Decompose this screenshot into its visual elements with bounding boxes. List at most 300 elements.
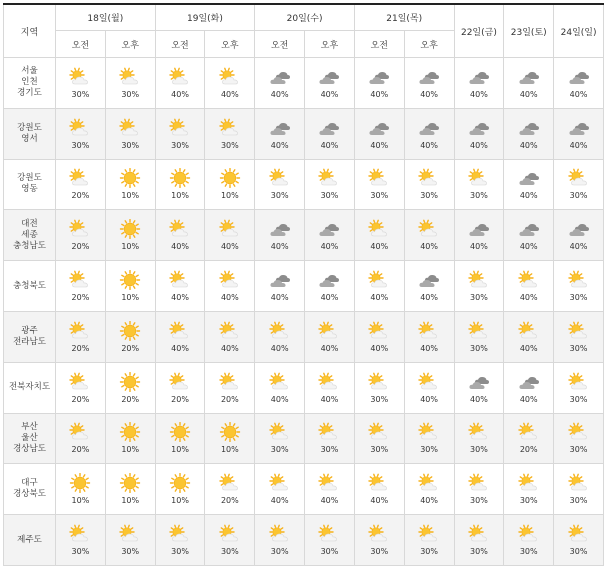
precipitation-probability: 30%	[569, 394, 588, 404]
precipitation-probability: 30%	[370, 191, 389, 201]
precipitation-probability: 10%	[121, 293, 140, 303]
partly-cloudy-icon	[568, 422, 590, 442]
precipitation-probability: 20%	[71, 445, 90, 455]
precipitation-probability: 40%	[420, 394, 438, 404]
precipitation-probability: 30%	[71, 547, 90, 557]
forecast-cell	[255, 464, 305, 515]
region-name-line: 강원도	[17, 122, 42, 133]
precipitation-probability: 30%	[220, 547, 239, 557]
precipitation-probability: 40%	[270, 140, 289, 150]
forecast-cell	[205, 413, 255, 464]
sunny-icon	[119, 321, 141, 341]
cloudy-icon	[269, 219, 291, 239]
cloudy-icon	[568, 118, 590, 138]
region-cell	[4, 58, 56, 109]
partly-cloudy-icon	[69, 422, 91, 442]
forecast-cell	[205, 515, 255, 566]
table-row	[4, 362, 604, 413]
precipitation-probability: 40%	[519, 343, 538, 353]
partly-cloudy-icon	[568, 524, 590, 544]
precipitation-probability: 40%	[519, 89, 538, 99]
precipitation-probability: 30%	[569, 445, 588, 455]
partly-cloudy-icon	[518, 270, 540, 290]
forecast-cell	[554, 159, 604, 210]
precipitation-probability: 30%	[420, 191, 438, 201]
forecast-cell	[155, 261, 205, 312]
forecast-cell	[105, 515, 155, 566]
region-cell	[4, 159, 56, 210]
day-header-24: 24일(일)	[554, 4, 604, 58]
forecast-cell	[205, 261, 255, 312]
precipitation-probability: 40%	[320, 293, 339, 303]
weather-forecast-table	[3, 3, 604, 566]
forecast-cell	[354, 108, 404, 159]
cloudy-icon	[269, 67, 291, 87]
forecast-cell	[305, 311, 355, 362]
partly-cloudy-icon	[568, 321, 590, 341]
partly-cloudy-icon	[318, 524, 340, 544]
partly-cloudy-icon	[368, 270, 390, 290]
precipitation-probability: 30%	[470, 496, 488, 506]
region-name-line: 충청북도	[13, 280, 46, 291]
sunny-icon	[119, 422, 141, 442]
precipitation-probability: 40%	[370, 293, 389, 303]
forecast-cell	[56, 311, 106, 362]
forecast-cell	[255, 159, 305, 210]
partly-cloudy-icon	[69, 321, 91, 341]
cloudy-icon	[418, 67, 440, 87]
forecast-cell	[255, 413, 305, 464]
forecast-cell	[354, 515, 404, 566]
precipitation-probability: 10%	[121, 445, 140, 455]
partly-cloudy-icon	[219, 372, 241, 392]
day-header-23: 23일(토)	[504, 4, 554, 58]
forecast-cell	[404, 413, 454, 464]
partly-cloudy-icon	[269, 321, 291, 341]
table-row	[4, 108, 604, 159]
forecast-cell	[255, 515, 305, 566]
forecast-cell	[554, 210, 604, 261]
region-name-line: 경기도	[17, 88, 42, 99]
partly-cloudy-icon	[418, 168, 440, 188]
forecast-cell	[354, 261, 404, 312]
forecast-cell	[305, 464, 355, 515]
precipitation-probability: 40%	[370, 343, 389, 353]
table-row	[4, 159, 604, 210]
partly-cloudy-icon	[418, 473, 440, 493]
cloudy-icon	[418, 118, 440, 138]
precipitation-probability: 30%	[569, 293, 588, 303]
precipitation-probability: 30%	[220, 140, 239, 150]
forecast-cell	[554, 362, 604, 413]
partly-cloudy-icon	[518, 524, 540, 544]
sunny-icon	[119, 168, 141, 188]
sunny-icon	[119, 270, 141, 290]
precipitation-probability: 40%	[320, 394, 339, 404]
forecast-cell	[255, 58, 305, 109]
partly-cloudy-icon	[69, 168, 91, 188]
precipitation-probability: 40%	[320, 343, 339, 353]
precipitation-probability: 10%	[220, 445, 239, 455]
partly-cloudy-icon	[169, 321, 191, 341]
cloudy-icon	[568, 67, 590, 87]
precipitation-probability: 40%	[270, 496, 289, 506]
precipitation-probability: 30%	[470, 191, 488, 201]
forecast-cell	[354, 58, 404, 109]
forecast-cell	[305, 108, 355, 159]
table-row	[4, 515, 604, 566]
forecast-cell	[554, 58, 604, 109]
partly-cloudy-icon	[368, 219, 390, 239]
precipitation-probability: 30%	[519, 496, 538, 506]
forecast-cell	[354, 210, 404, 261]
cloudy-icon	[368, 118, 390, 138]
precipitation-probability: 40%	[519, 242, 538, 252]
partly-cloudy-icon	[169, 372, 191, 392]
precipitation-probability: 30%	[470, 343, 488, 353]
partly-cloudy-icon	[368, 422, 390, 442]
cloudy-icon	[269, 270, 291, 290]
cloudy-icon	[368, 67, 390, 87]
precipitation-probability: 30%	[270, 191, 289, 201]
precipitation-probability: 30%	[121, 547, 140, 557]
am-header: 오전	[255, 31, 305, 58]
partly-cloudy-icon	[368, 473, 390, 493]
forecast-cell	[105, 311, 155, 362]
forecast-cell	[454, 159, 504, 210]
sunny-icon	[169, 473, 191, 493]
partly-cloudy-icon	[568, 473, 590, 493]
region-name-line: 부산	[21, 421, 38, 432]
precipitation-probability: 10%	[171, 445, 189, 455]
forecast-cell	[404, 515, 454, 566]
precipitation-probability: 40%	[320, 140, 339, 150]
region-cell	[4, 515, 56, 566]
precipitation-probability: 40%	[420, 242, 438, 252]
precipitation-probability: 40%	[370, 242, 389, 252]
forecast-cell	[504, 58, 554, 109]
forecast-cell	[305, 159, 355, 210]
forecast-cell	[454, 413, 504, 464]
sunny-icon	[169, 422, 191, 442]
precipitation-probability: 40%	[270, 394, 289, 404]
forecast-cell	[404, 464, 454, 515]
precipitation-probability: 30%	[320, 547, 339, 557]
day-header-22: 22일(금)	[454, 4, 504, 58]
cloudy-icon	[568, 219, 590, 239]
forecast-cell	[105, 413, 155, 464]
table-row	[4, 311, 604, 362]
partly-cloudy-icon	[318, 372, 340, 392]
forecast-cell	[155, 58, 205, 109]
partly-cloudy-icon	[318, 168, 340, 188]
forecast-cell	[504, 515, 554, 566]
cloudy-icon	[418, 270, 440, 290]
partly-cloudy-icon	[69, 524, 91, 544]
partly-cloudy-icon	[269, 422, 291, 442]
forecast-cell	[155, 515, 205, 566]
partly-cloudy-icon	[468, 473, 490, 493]
cloudy-icon	[518, 219, 540, 239]
forecast-cell	[205, 464, 255, 515]
forecast-cell	[105, 210, 155, 261]
precipitation-probability: 40%	[220, 242, 239, 252]
forecast-cell	[454, 210, 504, 261]
precipitation-probability: 40%	[420, 293, 438, 303]
precipitation-probability: 10%	[121, 496, 140, 506]
forecast-cell	[105, 261, 155, 312]
forecast-cell	[404, 108, 454, 159]
partly-cloudy-icon	[269, 473, 291, 493]
region-name-line: 대전	[21, 218, 38, 229]
partly-cloudy-icon	[468, 524, 490, 544]
cloudy-icon	[518, 168, 540, 188]
precipitation-probability: 30%	[121, 89, 140, 99]
forecast-cell	[305, 261, 355, 312]
cloudy-icon	[318, 118, 340, 138]
pm-header: 오후	[404, 31, 454, 58]
partly-cloudy-icon	[318, 422, 340, 442]
forecast-cell	[354, 464, 404, 515]
region-column-header: 지역	[4, 4, 56, 58]
region-name-line: 전라남도	[13, 336, 46, 347]
precipitation-probability: 30%	[420, 445, 438, 455]
precipitation-probability: 10%	[71, 496, 90, 506]
partly-cloudy-icon	[518, 473, 540, 493]
precipitation-probability: 40%	[420, 496, 438, 506]
region-name-line: 제주도	[17, 534, 42, 545]
precipitation-probability: 10%	[121, 242, 140, 252]
precipitation-probability: 20%	[519, 445, 538, 455]
precipitation-probability: 30%	[270, 547, 289, 557]
region-cell	[4, 261, 56, 312]
precipitation-probability: 40%	[519, 394, 538, 404]
partly-cloudy-icon	[568, 270, 590, 290]
partly-cloudy-icon	[368, 372, 390, 392]
forecast-cell	[454, 311, 504, 362]
forecast-cell	[554, 311, 604, 362]
partly-cloudy-icon	[368, 321, 390, 341]
forecast-cell	[454, 362, 504, 413]
partly-cloudy-icon	[219, 270, 241, 290]
precipitation-probability: 40%	[171, 343, 189, 353]
precipitation-probability: 30%	[171, 140, 189, 150]
forecast-cell	[404, 261, 454, 312]
table-row	[4, 58, 604, 109]
partly-cloudy-icon	[69, 219, 91, 239]
precipitation-probability: 40%	[470, 140, 488, 150]
forecast-cell	[155, 159, 205, 210]
forecast-cell	[155, 464, 205, 515]
forecast-cell	[454, 464, 504, 515]
region-name-line: 인천	[21, 77, 38, 88]
precipitation-probability: 40%	[220, 293, 239, 303]
partly-cloudy-icon	[219, 524, 241, 544]
forecast-cell	[56, 464, 106, 515]
forecast-cell	[305, 362, 355, 413]
pm-header: 오후	[305, 31, 355, 58]
am-header: 오전	[155, 31, 205, 58]
pm-header: 오후	[205, 31, 255, 58]
precipitation-probability: 10%	[171, 496, 189, 506]
partly-cloudy-icon	[468, 168, 490, 188]
region-cell	[4, 108, 56, 159]
precipitation-probability: 30%	[121, 140, 140, 150]
cloudy-icon	[318, 219, 340, 239]
table-row	[4, 413, 604, 464]
partly-cloudy-icon	[418, 524, 440, 544]
forecast-cell	[454, 108, 504, 159]
precipitation-probability: 20%	[71, 293, 90, 303]
forecast-cell	[155, 108, 205, 159]
region-name-line: 영서	[21, 133, 38, 144]
partly-cloudy-icon	[119, 118, 141, 138]
forecast-body	[4, 58, 604, 566]
forecast-cell	[454, 58, 504, 109]
region-name-line: 전북자치도	[8, 382, 51, 393]
forecast-cell	[404, 362, 454, 413]
precipitation-probability: 40%	[569, 140, 588, 150]
cloudy-icon	[468, 67, 490, 87]
partly-cloudy-icon	[169, 67, 191, 87]
region-name-line: 울산	[21, 432, 38, 443]
forecast-cell	[155, 311, 205, 362]
day-header-20: 20일(수)	[255, 4, 355, 31]
sunny-icon	[119, 219, 141, 239]
region-name-line: 광주	[21, 325, 38, 336]
forecast-cell	[155, 413, 205, 464]
precipitation-probability: 40%	[171, 242, 189, 252]
partly-cloudy-icon	[269, 524, 291, 544]
precipitation-probability: 20%	[121, 394, 140, 404]
forecast-cell	[305, 210, 355, 261]
precipitation-probability: 40%	[420, 343, 438, 353]
forecast-cell	[504, 464, 554, 515]
precipitation-probability: 30%	[470, 445, 488, 455]
precipitation-probability: 40%	[569, 89, 588, 99]
precipitation-probability: 30%	[270, 445, 289, 455]
forecast-cell	[105, 362, 155, 413]
forecast-cell	[205, 210, 255, 261]
forecast-cell	[404, 58, 454, 109]
precipitation-probability: 40%	[370, 140, 389, 150]
precipitation-probability: 30%	[320, 191, 339, 201]
forecast-cell	[56, 261, 106, 312]
forecast-cell	[305, 58, 355, 109]
precipitation-probability: 40%	[320, 496, 339, 506]
region-cell	[4, 413, 56, 464]
partly-cloudy-icon	[368, 168, 390, 188]
partly-cloudy-icon	[518, 422, 540, 442]
precipitation-probability: 30%	[370, 394, 389, 404]
precipitation-probability: 20%	[71, 343, 90, 353]
precipitation-probability: 30%	[71, 140, 90, 150]
forecast-cell	[354, 311, 404, 362]
partly-cloudy-icon	[69, 67, 91, 87]
partly-cloudy-icon	[119, 67, 141, 87]
forecast-cell	[504, 108, 554, 159]
forecast-cell	[255, 108, 305, 159]
precipitation-probability: 40%	[519, 191, 538, 201]
precipitation-probability: 30%	[470, 547, 488, 557]
precipitation-probability: 30%	[370, 445, 389, 455]
region-cell	[4, 311, 56, 362]
am-header: 오전	[56, 31, 106, 58]
region-cell	[4, 464, 56, 515]
forecast-cell	[155, 362, 205, 413]
forecast-cell	[205, 108, 255, 159]
partly-cloudy-icon	[418, 422, 440, 442]
region-name-line: 서울	[21, 66, 38, 77]
partly-cloudy-icon	[169, 524, 191, 544]
forecast-cell	[56, 159, 106, 210]
precipitation-probability: 30%	[519, 547, 538, 557]
region-name-line: 세종	[21, 229, 38, 240]
partly-cloudy-icon	[468, 321, 490, 341]
forecast-cell	[504, 311, 554, 362]
forecast-cell	[56, 515, 106, 566]
forecast-cell	[105, 58, 155, 109]
partly-cloudy-icon	[119, 524, 141, 544]
precipitation-probability: 30%	[370, 547, 389, 557]
forecast-cell	[205, 311, 255, 362]
cloudy-icon	[318, 67, 340, 87]
precipitation-probability: 10%	[220, 191, 239, 201]
forecast-cell	[56, 362, 106, 413]
precipitation-probability: 40%	[270, 343, 289, 353]
precipitation-probability: 10%	[121, 191, 140, 201]
precipitation-probability: 40%	[370, 89, 389, 99]
partly-cloudy-icon	[468, 422, 490, 442]
precipitation-probability: 30%	[171, 547, 189, 557]
precipitation-probability: 30%	[569, 343, 588, 353]
precipitation-probability: 40%	[270, 293, 289, 303]
partly-cloudy-icon	[269, 372, 291, 392]
forecast-cell	[155, 210, 205, 261]
precipitation-probability: 40%	[519, 293, 538, 303]
precipitation-probability: 40%	[470, 394, 488, 404]
precipitation-probability: 20%	[220, 496, 239, 506]
forecast-cell	[56, 108, 106, 159]
precipitation-probability: 40%	[270, 242, 289, 252]
precipitation-probability: 20%	[121, 343, 140, 353]
forecast-cell	[255, 210, 305, 261]
precipitation-probability: 30%	[569, 191, 588, 201]
partly-cloudy-icon	[518, 321, 540, 341]
sunny-icon	[119, 372, 141, 392]
precipitation-probability: 20%	[220, 394, 239, 404]
sunny-icon	[219, 168, 241, 188]
forecast-cell	[554, 515, 604, 566]
partly-cloudy-icon	[219, 118, 241, 138]
forecast-cell	[554, 108, 604, 159]
precipitation-probability: 40%	[320, 89, 339, 99]
precipitation-probability: 10%	[171, 191, 189, 201]
forecast-cell	[354, 159, 404, 210]
cloudy-icon	[468, 219, 490, 239]
sunny-icon	[69, 473, 91, 493]
partly-cloudy-icon	[418, 321, 440, 341]
table-row	[4, 210, 604, 261]
forecast-cell	[105, 159, 155, 210]
precipitation-probability: 30%	[320, 445, 339, 455]
region-name-line: 강원도	[17, 173, 42, 184]
sunny-icon	[169, 168, 191, 188]
cloudy-icon	[468, 372, 490, 392]
forecast-cell	[404, 311, 454, 362]
partly-cloudy-icon	[169, 118, 191, 138]
partly-cloudy-icon	[318, 473, 340, 493]
